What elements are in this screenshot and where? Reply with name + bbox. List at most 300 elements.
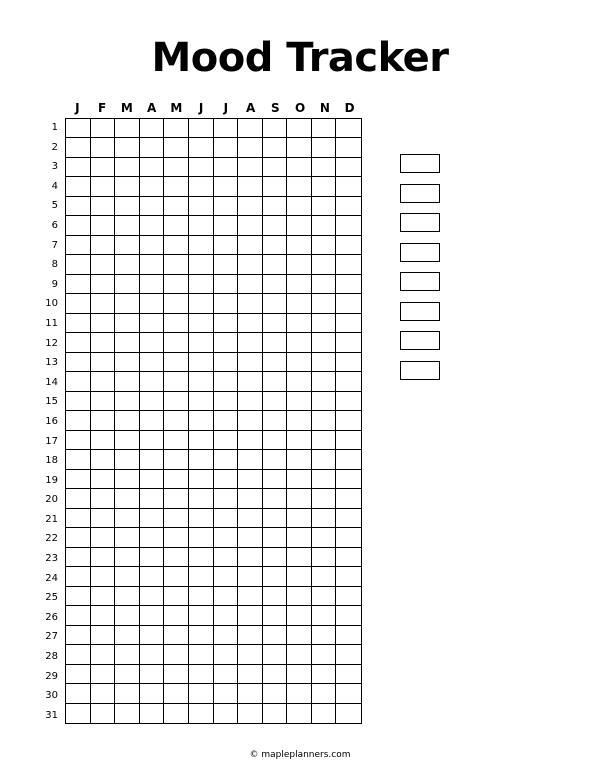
mood-cell[interactable] bbox=[214, 119, 239, 138]
mood-cell[interactable] bbox=[214, 216, 239, 235]
mood-cell[interactable] bbox=[66, 528, 91, 547]
mood-cell[interactable] bbox=[140, 158, 165, 177]
mood-cell[interactable] bbox=[312, 255, 337, 274]
mood-cell[interactable] bbox=[312, 489, 337, 508]
mood-cell[interactable] bbox=[115, 333, 140, 352]
mood-cell[interactable] bbox=[263, 177, 288, 196]
mood-cell[interactable] bbox=[214, 704, 239, 723]
mood-cell[interactable] bbox=[238, 353, 263, 372]
mood-cell[interactable] bbox=[164, 275, 189, 294]
mood-cell[interactable] bbox=[312, 138, 337, 157]
mood-cell[interactable] bbox=[115, 665, 140, 684]
mood-cell[interactable] bbox=[91, 626, 116, 645]
mood-cell[interactable] bbox=[214, 236, 239, 255]
mood-cell[interactable] bbox=[312, 392, 337, 411]
mood-cell[interactable] bbox=[115, 177, 140, 196]
mood-cell[interactable] bbox=[140, 255, 165, 274]
mood-cell[interactable] bbox=[164, 372, 189, 391]
mood-cell[interactable] bbox=[238, 509, 263, 528]
mood-cell[interactable] bbox=[336, 411, 361, 430]
mood-cell[interactable] bbox=[66, 275, 91, 294]
legend-color-box[interactable] bbox=[400, 243, 440, 262]
mood-cell[interactable] bbox=[66, 392, 91, 411]
mood-cell[interactable] bbox=[140, 177, 165, 196]
mood-cell[interactable] bbox=[238, 372, 263, 391]
mood-cell[interactable] bbox=[189, 509, 214, 528]
mood-cell[interactable] bbox=[115, 197, 140, 216]
mood-cell[interactable] bbox=[238, 567, 263, 586]
mood-cell[interactable] bbox=[336, 392, 361, 411]
mood-cell[interactable] bbox=[336, 684, 361, 703]
mood-cell[interactable] bbox=[115, 489, 140, 508]
mood-cell[interactable] bbox=[287, 255, 312, 274]
mood-cell[interactable] bbox=[238, 606, 263, 625]
mood-cell[interactable] bbox=[164, 528, 189, 547]
mood-cell[interactable] bbox=[214, 509, 239, 528]
mood-cell[interactable] bbox=[263, 197, 288, 216]
mood-cell[interactable] bbox=[164, 255, 189, 274]
mood-cell[interactable] bbox=[336, 372, 361, 391]
mood-cell[interactable] bbox=[91, 411, 116, 430]
mood-cell[interactable] bbox=[263, 489, 288, 508]
mood-cell[interactable] bbox=[336, 704, 361, 723]
mood-cell[interactable] bbox=[189, 684, 214, 703]
mood-cell[interactable] bbox=[66, 684, 91, 703]
mood-cell[interactable] bbox=[91, 294, 116, 313]
mood-cell[interactable] bbox=[312, 626, 337, 645]
mood-cell[interactable] bbox=[140, 372, 165, 391]
legend-color-box[interactable] bbox=[400, 331, 440, 350]
mood-cell[interactable] bbox=[312, 314, 337, 333]
mood-cell[interactable] bbox=[140, 470, 165, 489]
mood-cell[interactable] bbox=[287, 138, 312, 157]
mood-cell[interactable] bbox=[189, 138, 214, 157]
mood-cell[interactable] bbox=[66, 665, 91, 684]
mood-cell[interactable] bbox=[66, 255, 91, 274]
mood-cell[interactable] bbox=[312, 509, 337, 528]
mood-cell[interactable] bbox=[91, 255, 116, 274]
mood-cell[interactable] bbox=[287, 470, 312, 489]
mood-cell[interactable] bbox=[66, 353, 91, 372]
mood-cell[interactable] bbox=[336, 567, 361, 586]
mood-cell[interactable] bbox=[164, 314, 189, 333]
mood-cell[interactable] bbox=[115, 626, 140, 645]
mood-cell[interactable] bbox=[287, 275, 312, 294]
mood-cell[interactable] bbox=[238, 197, 263, 216]
mood-cell[interactable] bbox=[189, 158, 214, 177]
mood-cell[interactable] bbox=[263, 587, 288, 606]
mood-cell[interactable] bbox=[115, 216, 140, 235]
mood-cell[interactable] bbox=[336, 353, 361, 372]
mood-cell[interactable] bbox=[336, 528, 361, 547]
mood-cell[interactable] bbox=[312, 431, 337, 450]
mood-cell[interactable] bbox=[164, 684, 189, 703]
mood-cell[interactable] bbox=[140, 236, 165, 255]
mood-cell[interactable] bbox=[140, 548, 165, 567]
mood-cell[interactable] bbox=[189, 489, 214, 508]
mood-cell[interactable] bbox=[66, 294, 91, 313]
mood-cell[interactable] bbox=[91, 567, 116, 586]
mood-cell[interactable] bbox=[164, 392, 189, 411]
mood-cell[interactable] bbox=[115, 275, 140, 294]
mood-cell[interactable] bbox=[164, 489, 189, 508]
mood-cell[interactable] bbox=[336, 626, 361, 645]
mood-cell[interactable] bbox=[312, 567, 337, 586]
mood-cell[interactable] bbox=[164, 158, 189, 177]
mood-cell[interactable] bbox=[189, 353, 214, 372]
mood-cell[interactable] bbox=[140, 684, 165, 703]
mood-cell[interactable] bbox=[140, 431, 165, 450]
mood-cell[interactable] bbox=[336, 450, 361, 469]
mood-cell[interactable] bbox=[263, 606, 288, 625]
mood-cell[interactable] bbox=[312, 158, 337, 177]
mood-cell[interactable] bbox=[287, 548, 312, 567]
mood-cell[interactable] bbox=[214, 645, 239, 664]
mood-cell[interactable] bbox=[189, 236, 214, 255]
mood-cell[interactable] bbox=[263, 119, 288, 138]
mood-cell[interactable] bbox=[91, 704, 116, 723]
mood-cell[interactable] bbox=[336, 255, 361, 274]
mood-cell[interactable] bbox=[164, 119, 189, 138]
mood-cell[interactable] bbox=[115, 645, 140, 664]
mood-cell[interactable] bbox=[140, 197, 165, 216]
mood-cell[interactable] bbox=[140, 567, 165, 586]
mood-cell[interactable] bbox=[238, 450, 263, 469]
mood-cell[interactable] bbox=[287, 528, 312, 547]
mood-cell[interactable] bbox=[66, 411, 91, 430]
mood-cell[interactable] bbox=[189, 177, 214, 196]
mood-cell[interactable] bbox=[214, 255, 239, 274]
mood-cell[interactable] bbox=[287, 684, 312, 703]
mood-cell[interactable] bbox=[140, 626, 165, 645]
mood-cell[interactable] bbox=[115, 431, 140, 450]
mood-cell[interactable] bbox=[140, 606, 165, 625]
mood-cell[interactable] bbox=[91, 119, 116, 138]
mood-cell[interactable] bbox=[66, 587, 91, 606]
mood-cell[interactable] bbox=[312, 704, 337, 723]
mood-cell[interactable] bbox=[189, 333, 214, 352]
mood-cell[interactable] bbox=[115, 158, 140, 177]
mood-cell[interactable] bbox=[336, 509, 361, 528]
mood-cell[interactable] bbox=[214, 489, 239, 508]
mood-cell[interactable] bbox=[189, 197, 214, 216]
mood-cell[interactable] bbox=[189, 665, 214, 684]
mood-cell[interactable] bbox=[214, 587, 239, 606]
mood-cell[interactable] bbox=[312, 177, 337, 196]
mood-cell[interactable] bbox=[91, 197, 116, 216]
mood-cell[interactable] bbox=[263, 450, 288, 469]
mood-cell[interactable] bbox=[312, 528, 337, 547]
mood-cell[interactable] bbox=[312, 470, 337, 489]
mood-cell[interactable] bbox=[189, 567, 214, 586]
mood-cell[interactable] bbox=[263, 255, 288, 274]
mood-cell[interactable] bbox=[238, 392, 263, 411]
mood-cell[interactable] bbox=[164, 587, 189, 606]
mood-cell[interactable] bbox=[238, 236, 263, 255]
mood-cell[interactable] bbox=[66, 489, 91, 508]
mood-cell[interactable] bbox=[287, 177, 312, 196]
mood-cell[interactable] bbox=[263, 353, 288, 372]
mood-cell[interactable] bbox=[238, 626, 263, 645]
mood-cell[interactable] bbox=[238, 528, 263, 547]
mood-cell[interactable] bbox=[115, 587, 140, 606]
mood-cell[interactable] bbox=[189, 470, 214, 489]
mood-cell[interactable] bbox=[336, 470, 361, 489]
mood-cell[interactable] bbox=[263, 665, 288, 684]
mood-cell[interactable] bbox=[140, 528, 165, 547]
legend-color-box[interactable] bbox=[400, 302, 440, 321]
mood-cell[interactable] bbox=[189, 392, 214, 411]
mood-cell[interactable] bbox=[164, 704, 189, 723]
mood-cell[interactable] bbox=[336, 489, 361, 508]
mood-cell[interactable] bbox=[115, 528, 140, 547]
mood-cell[interactable] bbox=[238, 548, 263, 567]
mood-cell[interactable] bbox=[91, 665, 116, 684]
mood-cell[interactable] bbox=[164, 548, 189, 567]
mood-cell[interactable] bbox=[336, 587, 361, 606]
mood-cell[interactable] bbox=[164, 665, 189, 684]
mood-cell[interactable] bbox=[164, 236, 189, 255]
mood-cell[interactable] bbox=[164, 450, 189, 469]
mood-cell[interactable] bbox=[66, 606, 91, 625]
mood-cell[interactable] bbox=[287, 411, 312, 430]
mood-cell[interactable] bbox=[336, 119, 361, 138]
mood-cell[interactable] bbox=[115, 372, 140, 391]
mood-cell[interactable] bbox=[189, 450, 214, 469]
mood-cell[interactable] bbox=[214, 392, 239, 411]
mood-cell[interactable] bbox=[312, 548, 337, 567]
mood-cell[interactable] bbox=[91, 684, 116, 703]
mood-cell[interactable] bbox=[214, 275, 239, 294]
mood-cell[interactable] bbox=[66, 236, 91, 255]
mood-cell[interactable] bbox=[263, 431, 288, 450]
mood-cell[interactable] bbox=[115, 353, 140, 372]
mood-cell[interactable] bbox=[336, 138, 361, 157]
mood-cell[interactable] bbox=[238, 138, 263, 157]
mood-cell[interactable] bbox=[336, 275, 361, 294]
mood-cell[interactable] bbox=[66, 470, 91, 489]
mood-cell[interactable] bbox=[164, 138, 189, 157]
mood-cell[interactable] bbox=[140, 489, 165, 508]
mood-cell[interactable] bbox=[189, 255, 214, 274]
mood-cell[interactable] bbox=[336, 236, 361, 255]
mood-cell[interactable] bbox=[263, 138, 288, 157]
mood-cell[interactable] bbox=[140, 333, 165, 352]
mood-cell[interactable] bbox=[238, 489, 263, 508]
mood-cell[interactable] bbox=[66, 138, 91, 157]
mood-cell[interactable] bbox=[91, 587, 116, 606]
mood-cell[interactable] bbox=[91, 158, 116, 177]
mood-cell[interactable] bbox=[287, 353, 312, 372]
mood-cell[interactable] bbox=[287, 509, 312, 528]
mood-cell[interactable] bbox=[189, 275, 214, 294]
mood-cell[interactable] bbox=[214, 606, 239, 625]
mood-cell[interactable] bbox=[214, 353, 239, 372]
mood-cell[interactable] bbox=[287, 450, 312, 469]
mood-cell[interactable] bbox=[336, 548, 361, 567]
mood-cell[interactable] bbox=[66, 177, 91, 196]
mood-cell[interactable] bbox=[238, 665, 263, 684]
mood-cell[interactable] bbox=[140, 665, 165, 684]
mood-cell[interactable] bbox=[238, 177, 263, 196]
mood-cell[interactable] bbox=[214, 158, 239, 177]
mood-cell[interactable] bbox=[164, 626, 189, 645]
mood-cell[interactable] bbox=[312, 333, 337, 352]
mood-cell[interactable] bbox=[115, 411, 140, 430]
mood-cell[interactable] bbox=[66, 314, 91, 333]
mood-cell[interactable] bbox=[263, 626, 288, 645]
mood-cell[interactable] bbox=[312, 665, 337, 684]
mood-cell[interactable] bbox=[287, 567, 312, 586]
mood-cell[interactable] bbox=[115, 450, 140, 469]
mood-cell[interactable] bbox=[238, 411, 263, 430]
mood-cell[interactable] bbox=[91, 489, 116, 508]
mood-cell[interactable] bbox=[91, 392, 116, 411]
mood-cell[interactable] bbox=[263, 236, 288, 255]
mood-cell[interactable] bbox=[287, 372, 312, 391]
mood-cell[interactable] bbox=[91, 177, 116, 196]
mood-cell[interactable] bbox=[115, 548, 140, 567]
mood-cell[interactable] bbox=[312, 294, 337, 313]
mood-cell[interactable] bbox=[66, 197, 91, 216]
mood-cell[interactable] bbox=[287, 333, 312, 352]
mood-cell[interactable] bbox=[214, 372, 239, 391]
mood-cell[interactable] bbox=[91, 236, 116, 255]
mood-cell[interactable] bbox=[263, 294, 288, 313]
mood-cell[interactable] bbox=[91, 450, 116, 469]
mood-cell[interactable] bbox=[214, 548, 239, 567]
mood-cell[interactable] bbox=[214, 431, 239, 450]
mood-cell[interactable] bbox=[91, 353, 116, 372]
mood-cell[interactable] bbox=[263, 216, 288, 235]
legend-color-box[interactable] bbox=[400, 184, 440, 203]
mood-cell[interactable] bbox=[263, 392, 288, 411]
mood-cell[interactable] bbox=[214, 411, 239, 430]
mood-cell[interactable] bbox=[66, 626, 91, 645]
mood-cell[interactable] bbox=[214, 294, 239, 313]
mood-cell[interactable] bbox=[189, 431, 214, 450]
mood-cell[interactable] bbox=[263, 470, 288, 489]
mood-cell[interactable] bbox=[214, 567, 239, 586]
mood-cell[interactable] bbox=[189, 119, 214, 138]
mood-cell[interactable] bbox=[238, 255, 263, 274]
mood-cell[interactable] bbox=[91, 314, 116, 333]
mood-cell[interactable] bbox=[164, 509, 189, 528]
mood-cell[interactable] bbox=[312, 606, 337, 625]
mood-cell[interactable] bbox=[91, 431, 116, 450]
mood-cell[interactable] bbox=[312, 236, 337, 255]
mood-cell[interactable] bbox=[336, 431, 361, 450]
mood-cell[interactable] bbox=[189, 528, 214, 547]
mood-cell[interactable] bbox=[287, 704, 312, 723]
mood-cell[interactable] bbox=[238, 431, 263, 450]
mood-cell[interactable] bbox=[214, 684, 239, 703]
mood-cell[interactable] bbox=[66, 431, 91, 450]
mood-cell[interactable] bbox=[115, 138, 140, 157]
mood-cell[interactable] bbox=[336, 294, 361, 313]
mood-cell[interactable] bbox=[140, 314, 165, 333]
mood-cell[interactable] bbox=[238, 314, 263, 333]
mood-cell[interactable] bbox=[115, 392, 140, 411]
mood-cell[interactable] bbox=[91, 528, 116, 547]
mood-cell[interactable] bbox=[312, 275, 337, 294]
mood-cell[interactable] bbox=[287, 489, 312, 508]
mood-cell[interactable] bbox=[263, 548, 288, 567]
mood-cell[interactable] bbox=[287, 626, 312, 645]
legend-color-box[interactable] bbox=[400, 154, 440, 173]
mood-cell[interactable] bbox=[336, 177, 361, 196]
mood-cell[interactable] bbox=[66, 567, 91, 586]
mood-cell[interactable] bbox=[140, 138, 165, 157]
mood-cell[interactable] bbox=[115, 294, 140, 313]
mood-cell[interactable] bbox=[164, 216, 189, 235]
mood-cell[interactable] bbox=[263, 275, 288, 294]
mood-cell[interactable] bbox=[263, 411, 288, 430]
mood-cell[interactable] bbox=[238, 216, 263, 235]
mood-cell[interactable] bbox=[312, 684, 337, 703]
mood-cell[interactable] bbox=[287, 431, 312, 450]
mood-cell[interactable] bbox=[238, 470, 263, 489]
mood-cell[interactable] bbox=[336, 645, 361, 664]
mood-cell[interactable] bbox=[238, 119, 263, 138]
mood-cell[interactable] bbox=[214, 626, 239, 645]
mood-cell[interactable] bbox=[312, 353, 337, 372]
mood-cell[interactable] bbox=[164, 645, 189, 664]
mood-cell[interactable] bbox=[287, 216, 312, 235]
mood-cell[interactable] bbox=[214, 665, 239, 684]
mood-cell[interactable] bbox=[140, 587, 165, 606]
mood-cell[interactable] bbox=[238, 333, 263, 352]
legend-color-box[interactable] bbox=[400, 213, 440, 232]
mood-cell[interactable] bbox=[336, 606, 361, 625]
mood-cell[interactable] bbox=[164, 294, 189, 313]
mood-cell[interactable] bbox=[287, 392, 312, 411]
mood-cell[interactable] bbox=[312, 216, 337, 235]
mood-cell[interactable] bbox=[164, 353, 189, 372]
mood-cell[interactable] bbox=[91, 470, 116, 489]
mood-cell[interactable] bbox=[140, 392, 165, 411]
mood-cell[interactable] bbox=[263, 509, 288, 528]
mood-cell[interactable] bbox=[238, 587, 263, 606]
mood-cell[interactable] bbox=[91, 138, 116, 157]
mood-cell[interactable] bbox=[164, 197, 189, 216]
mood-cell[interactable] bbox=[238, 275, 263, 294]
mood-cell[interactable] bbox=[214, 177, 239, 196]
mood-cell[interactable] bbox=[115, 684, 140, 703]
mood-cell[interactable] bbox=[115, 470, 140, 489]
mood-cell[interactable] bbox=[287, 665, 312, 684]
mood-cell[interactable] bbox=[140, 645, 165, 664]
mood-cell[interactable] bbox=[214, 450, 239, 469]
mood-cell[interactable] bbox=[140, 411, 165, 430]
mood-cell[interactable] bbox=[336, 158, 361, 177]
mood-cell[interactable] bbox=[140, 353, 165, 372]
mood-cell[interactable] bbox=[336, 197, 361, 216]
mood-cell[interactable] bbox=[189, 626, 214, 645]
mood-cell[interactable] bbox=[189, 548, 214, 567]
mood-cell[interactable] bbox=[287, 236, 312, 255]
mood-cell[interactable] bbox=[66, 450, 91, 469]
mood-cell[interactable] bbox=[287, 294, 312, 313]
mood-cell[interactable] bbox=[189, 411, 214, 430]
mood-cell[interactable] bbox=[164, 606, 189, 625]
mood-cell[interactable] bbox=[238, 158, 263, 177]
mood-cell[interactable] bbox=[263, 372, 288, 391]
legend-color-box[interactable] bbox=[400, 361, 440, 380]
mood-cell[interactable] bbox=[164, 333, 189, 352]
mood-cell[interactable] bbox=[263, 333, 288, 352]
mood-cell[interactable] bbox=[140, 275, 165, 294]
